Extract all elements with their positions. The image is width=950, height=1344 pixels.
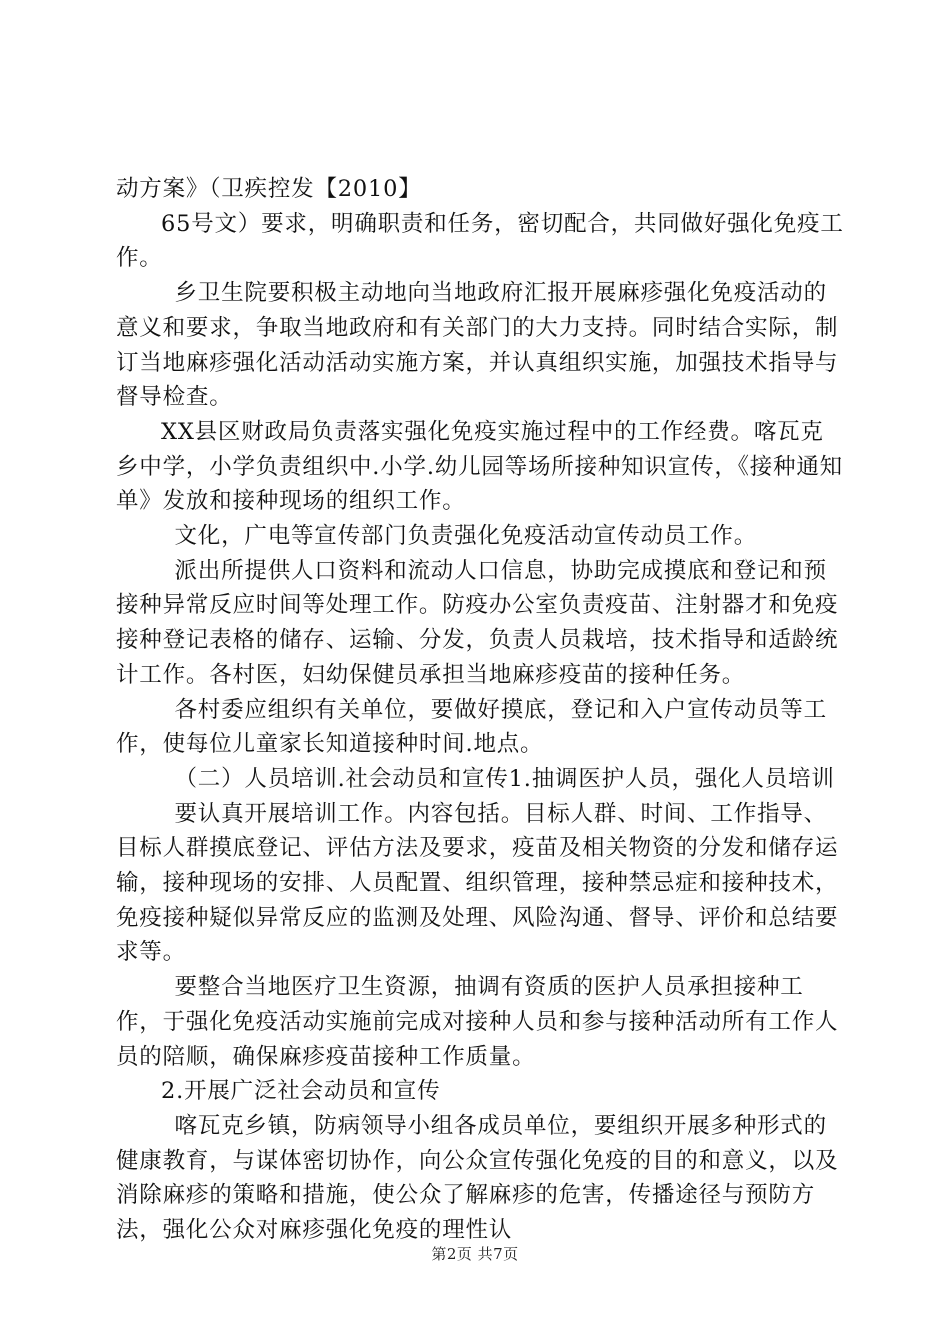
paragraph-3: 乡卫生院要积极主动地向当地政府汇报开展麻疹强化免疫活动的意义和要求，争取当地政府和有关部门的大力支持。同时结合实际，制订当地麻疹强化活动活动实施方案，并认真组织实施，加强技术指导与督导检查。: [116, 280, 839, 411]
paragraph-2: 65号文）要求，明确职责和任务，密切配合，共同做好强化免疫工作。: [116, 210, 844, 272]
paragraph-10: 要整合当地医疗卫生资源，抽调有资质的医护人员承担接种工作，于强化免疫活动实施前完成对接种人员和参与接种活动所有工作人员的陪顺，确保麻疹疫苗接种工作质量。: [116, 974, 839, 1070]
document-body: [116, 172, 846, 1248]
paragraph-6: 派出所提供人口资料和流动人口信息，协助完成摸底和登记和预接种异常反应时间等处理工作。防疫办公室负责疫苗、注射器才和免疫接种登记表格的储存、运输、分发，负责人员栽培，技术指导和适龄统计工作。各村医，妇幼保健员承担当地麻疹疫苗的接种任务。: [116, 557, 839, 688]
paragraph-12: 喀瓦克乡镇，防病领导小组各成员单位，要组织开展多种形式的健康教育，与谋体密切协作，向公众宣传强化免疫的目的和意义，以及消除麻疹的策略和措施，使公众了解麻疹的危害，传播途径与预防方法，强化公众对麻疹强化免疫的理性认: [116, 1112, 839, 1244]
paragraph-9: 要认真开展培训工作。内容包括。目标人群、时间、工作指导、目标人群摸底登记、评估方法及要求，疫苗及相关物资的分发和储存运输，接种现场的安排、人员配置、组织管理，接种禁忌症和接种技术，免疫接种疑似异常反应的监测及处理、风险沟通、督导、评价和总结要求等。: [116, 800, 839, 966]
paragraph-1: 动方案》（卫疾控发【2010】: [116, 176, 422, 202]
section-heading: 2.开展广泛社会动员和宣传: [161, 1078, 441, 1105]
paragraph-5: 文化，广电等宣传部门负责强化免疫活动宣传动员工作。: [174, 523, 758, 550]
paragraph-7: 各村委应组织有关单位，要做好摸底，登记和入户宣传动员等工作，使每位儿童家长知道接种时间.地点。: [116, 696, 827, 758]
paragraph-8: （二）人员培训.社会动员和宣传1.抽调医护人员，强化人员培训: [174, 765, 835, 792]
paragraph-4: XX县区财政局负责落实强化免疫实施过程中的工作经费。喀瓦克乡中学，小学负责组织中.小学.幼儿园等场所接种知识宣传，《接种通知单》发放和接种现场的组织工作。: [116, 418, 843, 515]
page-footer: 第2页 共7页: [431, 1245, 519, 1263]
